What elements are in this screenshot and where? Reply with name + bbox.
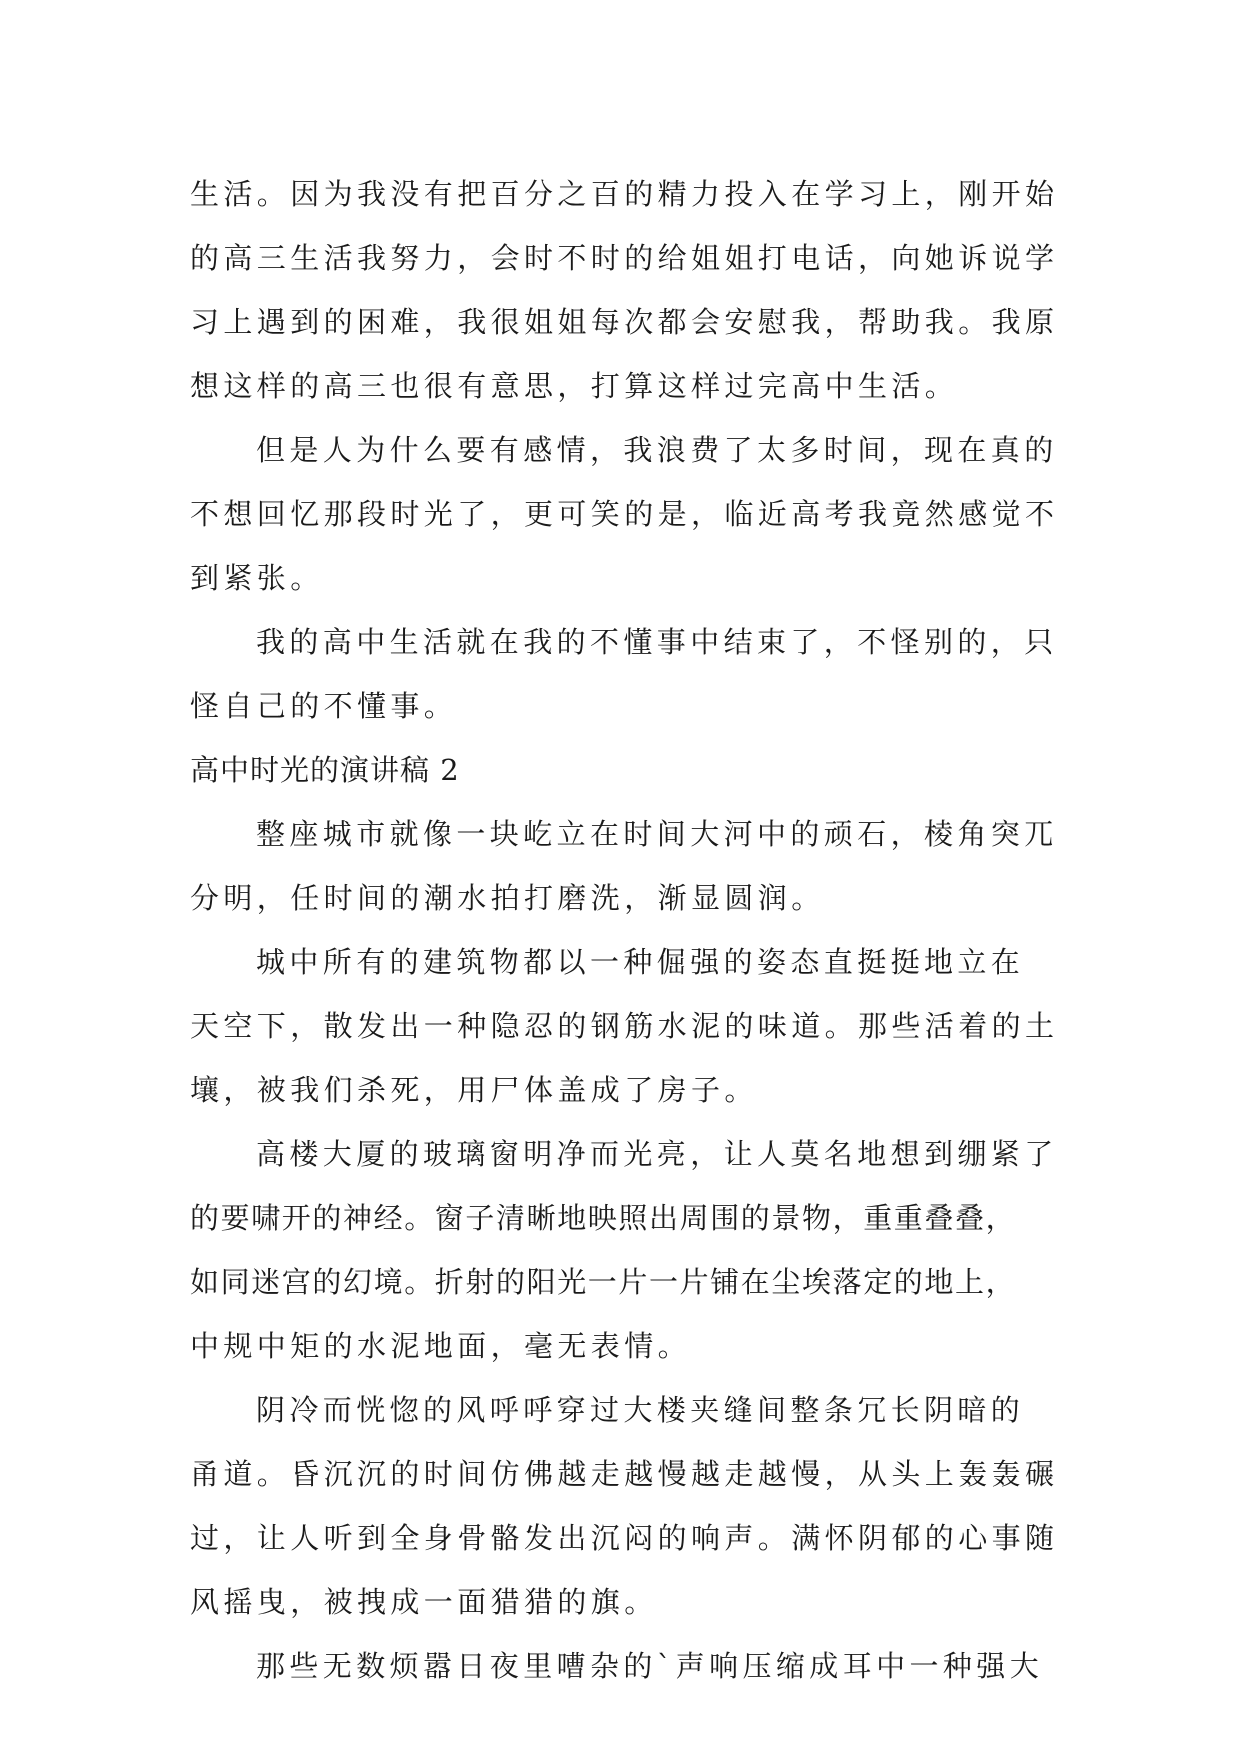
text-line: 中规中矩的水泥地面，毫无表情。: [190, 1329, 692, 1363]
text-line: 想这样的高三也很有意思，打算这样过完高中生活。: [190, 369, 959, 403]
paragraph-first-line: 城中所有的建筑物都以一种倔强的姿态直挺挺地立在: [256, 945, 1025, 979]
text-line: 习上遇到的困难，我很姐姐每次都会安慰我，帮助我。我原: [190, 305, 1059, 339]
text-line: 到紧张。: [190, 561, 324, 595]
paragraph-first-line: 那些无数烦嚣日夜里嘈杂的`声响压缩成耳中一种强大: [256, 1649, 1044, 1683]
paragraph-first-line: 阴冷而恍惚的风呼呼穿过大楼夹缝间整条冗长阴暗的: [256, 1393, 1025, 1427]
section-heading: 高中时光的演讲稿 2: [190, 753, 460, 787]
text-line: 壤，被我们杀死，用尸体盖成了房子。: [190, 1073, 758, 1107]
text-line: 怪自己的不懂事。: [190, 689, 458, 723]
paragraph-first-line: 我的高中生活就在我的不懂事中结束了，不怪别的，只: [256, 625, 1058, 659]
text-line: 分明，任时间的潮水拍打磨洗，渐显圆润。: [190, 881, 825, 915]
text-line: 过，让人听到全身骨骼发出沉闷的响声。满怀阴郁的心事随: [190, 1521, 1059, 1555]
text-line: 的要啸开的神经。窗子清晰地映照出周围的景物，重重叠叠，: [190, 1201, 1017, 1235]
text-line: 不想回忆那段时光了，更可笑的是，临近高考我竟然感觉不: [190, 497, 1059, 531]
document-body: [190, 162, 1060, 1698]
text-line: 风摇曳，被拽成一面猎猎的旗。: [190, 1585, 658, 1619]
paragraph-first-line: 高楼大厦的玻璃窗明净而光亮，让人莫名地想到绷紧了: [256, 1137, 1058, 1171]
text-line: 生活。因为我没有把百分之百的精力投入在学习上，刚开始: [190, 177, 1059, 211]
text-line: 如同迷宫的幻境。折射的阳光一片一片铺在尘埃落定的地上，: [190, 1265, 1017, 1299]
text-line: 天空下，散发出一种隐忍的钢筋水泥的味道。那些活着的土: [190, 1009, 1059, 1043]
paragraph-first-line: 整座城市就像一块屹立在时间大河中的顽石，棱角突兀: [256, 817, 1058, 851]
text-line: 甬道。昏沉沉的时间仿佛越走越慢越走越慢，从头上轰轰碾: [190, 1457, 1059, 1491]
text-line: 的高三生活我努力，会时不时的给姐姐打电话，向她诉说学: [190, 241, 1059, 275]
paragraph-first-line: 但是人为什么要有感情，我浪费了太多时间，现在真的: [256, 433, 1058, 467]
